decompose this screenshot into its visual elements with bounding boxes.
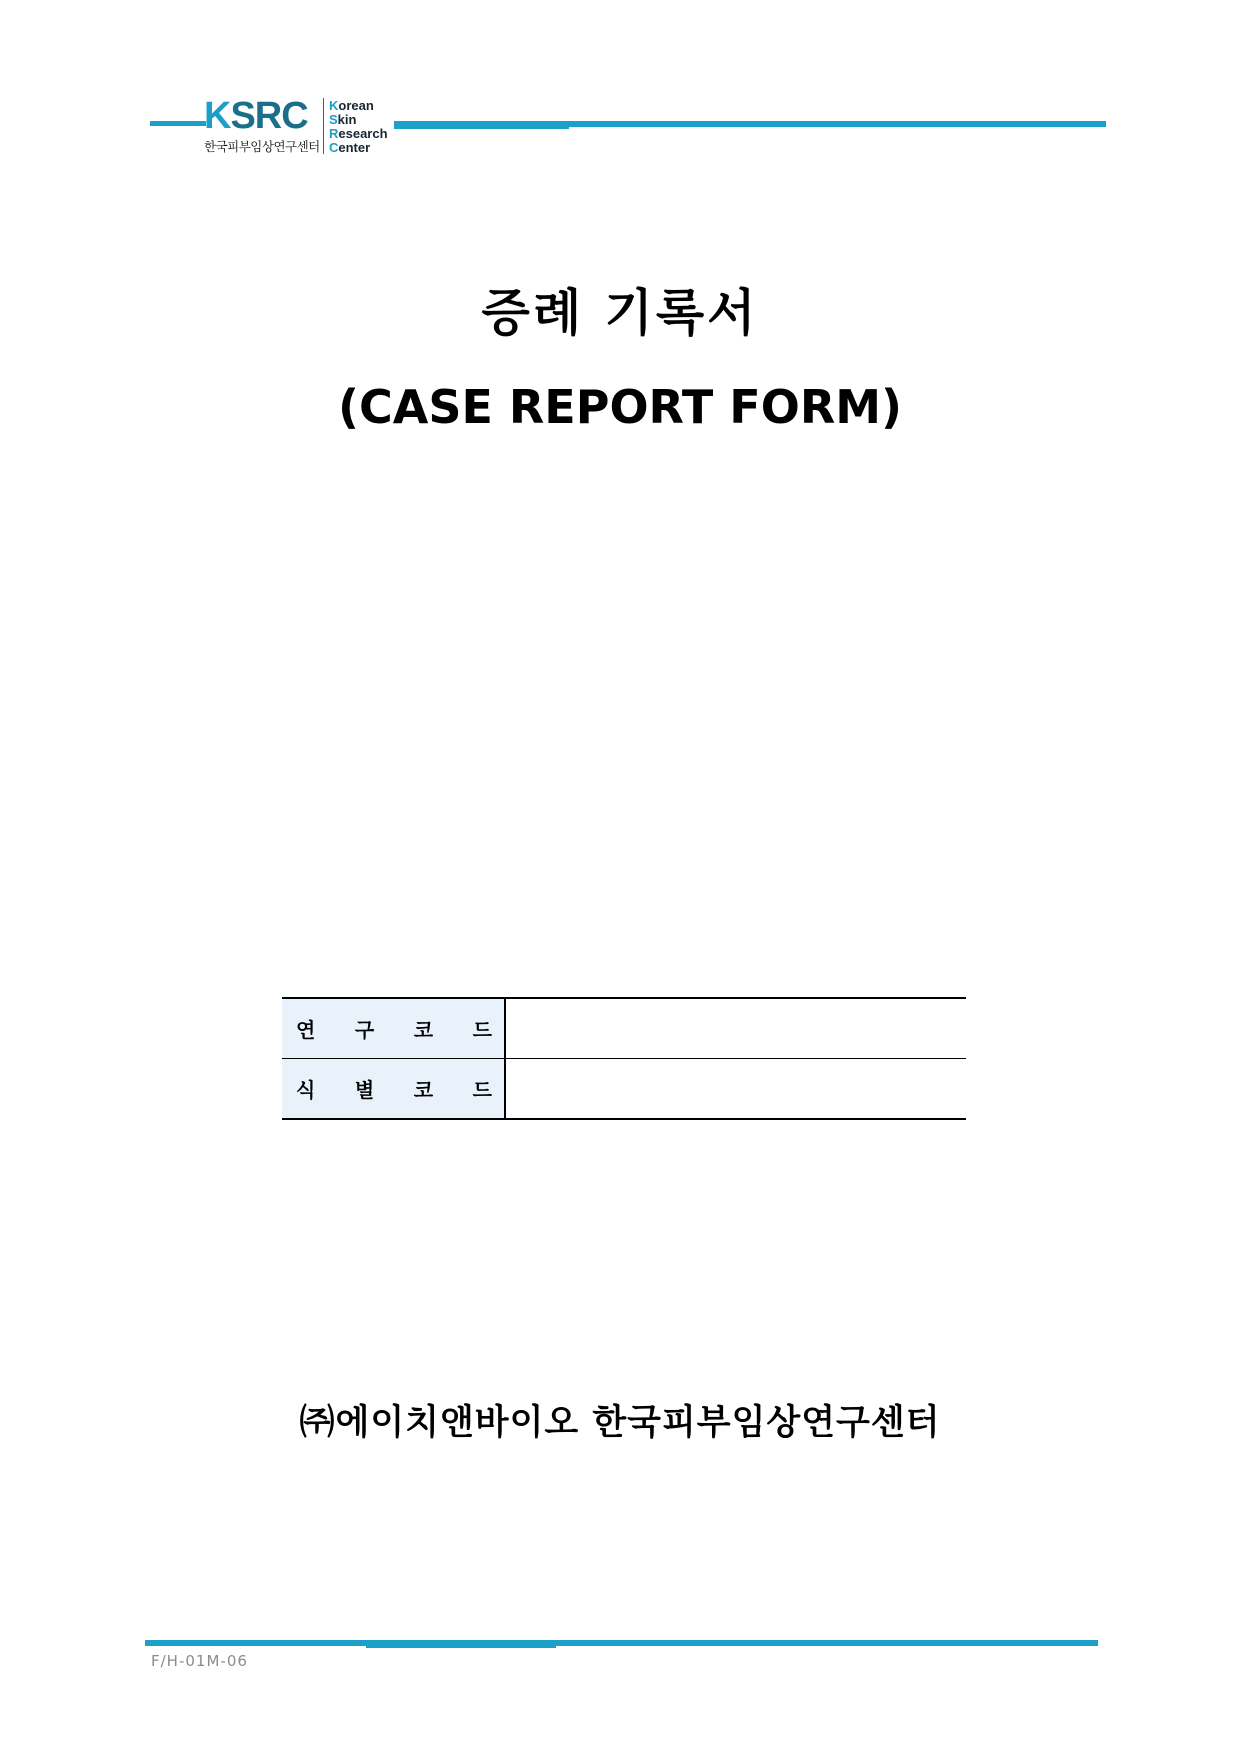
logo-letter-k: K <box>204 95 231 137</box>
form-code: F/H-01M-06 <box>151 1652 248 1670</box>
table-row-study-code <box>282 998 966 1059</box>
logo-word-research: Research <box>329 126 388 141</box>
logo-divider <box>323 98 324 154</box>
footer-rule <box>145 1640 1098 1646</box>
header-rule-left <box>150 121 206 126</box>
logo-word-korean: Korean <box>329 98 374 113</box>
logo-words <box>329 99 388 155</box>
study-code-field[interactable] <box>505 998 966 1059</box>
table-row-identification-code <box>282 1059 966 1120</box>
document-title-korean: 증례 기록서 <box>481 284 759 342</box>
document-title-english: (CASE REPORT FORM) <box>337 380 903 434</box>
study-code-label: 연 구 코 드 <box>282 998 505 1059</box>
page-header <box>0 0 1240 170</box>
identification-code-field[interactable] <box>505 1059 966 1120</box>
header-rule-accent <box>394 127 569 129</box>
logo-word-center: Center <box>329 140 371 155</box>
code-table <box>282 997 966 1120</box>
ksrc-logo <box>204 96 308 136</box>
logo-subtitle: 한국피부임상연구센터 <box>204 139 320 154</box>
logo-letters-src: SRC <box>230 95 308 137</box>
company-name: ㈜에이치앤바이오 한국피부임상연구센터 <box>299 1403 941 1443</box>
footer-rule-accent <box>366 1646 556 1648</box>
logo-word-skin: Skin <box>329 112 357 127</box>
identification-code-label: 식 별 코 드 <box>282 1059 505 1120</box>
